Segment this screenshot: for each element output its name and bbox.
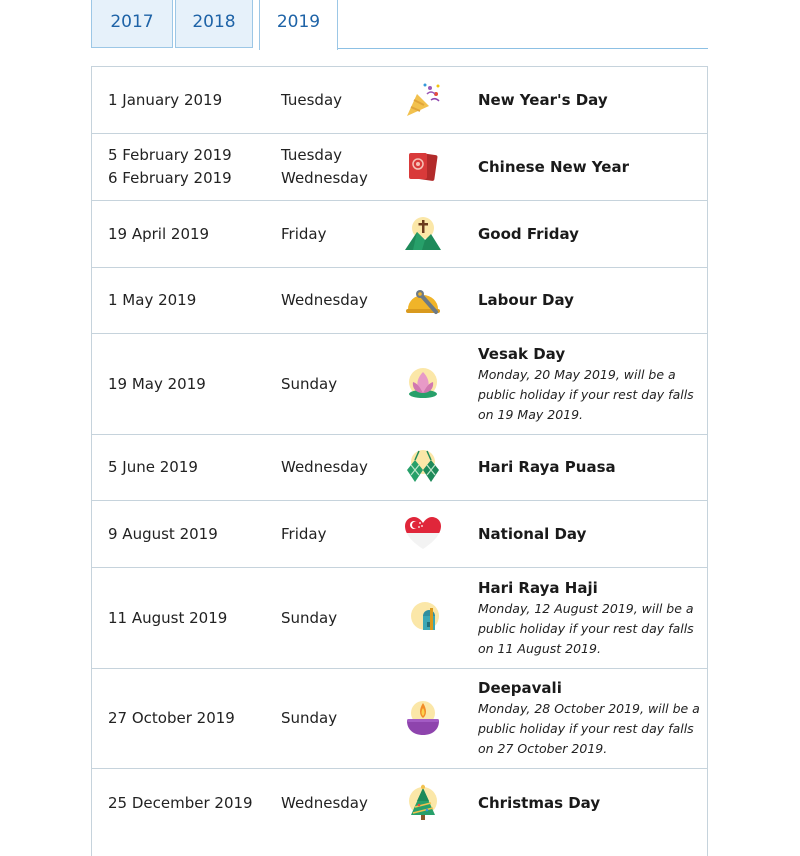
holiday-name-cell: [478, 334, 703, 434]
holiday-day: Sunday: [281, 709, 338, 727]
holiday-day: Tuesday Wednesday: [281, 146, 368, 187]
table-row: [92, 334, 707, 435]
oil-lamp-icon: [401, 669, 445, 768]
holiday-name: Labour Day: [478, 291, 574, 309]
table-row: [92, 669, 707, 769]
holiday-day: Friday: [281, 524, 327, 543]
holiday-name: Hari Raya Haji: [478, 578, 598, 597]
tab-2017[interactable]: 2017: [91, 0, 173, 48]
holiday-day: Wednesday: [281, 458, 368, 476]
table-row: [92, 769, 707, 837]
holiday-date: 19 April 2019: [108, 224, 210, 243]
holiday-date: 11 August 2019: [108, 608, 228, 627]
table-row: [92, 568, 707, 669]
holiday-name-cell: [478, 134, 703, 200]
holiday-name: Hari Raya Puasa: [478, 458, 616, 476]
holiday-name-cell: [478, 268, 703, 333]
table-row: [92, 201, 707, 268]
lotus-icon: [401, 334, 445, 434]
red-packet-icon: [401, 134, 445, 200]
christmas-tree-icon: [401, 769, 445, 837]
holiday-date: 5 June 2019: [108, 458, 198, 476]
mosque-crescent-icon: [401, 568, 445, 668]
holiday-name: Good Friday: [478, 224, 579, 243]
holiday-date: 19 May 2019: [108, 374, 206, 393]
tabs-underline: [338, 48, 708, 49]
party-popper-icon: [401, 67, 445, 133]
holiday-note: Monday, 12 August 2019, will be a public holiday if your rest day falls on 11 August 2019.: [478, 600, 694, 656]
table-row: [92, 501, 707, 568]
singapore-heart-icon: [401, 501, 445, 567]
ketupat-icon: [401, 435, 445, 500]
holiday-note: Monday, 20 May 2019, will be a public holiday if your rest day falls on 19 May 2019.: [478, 366, 694, 422]
holiday-name: National Day: [478, 524, 587, 543]
table-row: [92, 268, 707, 334]
holiday-day: Sunday: [281, 374, 338, 393]
holiday-table: [91, 66, 708, 856]
holiday-name-cell: [478, 201, 703, 267]
holiday-date: 1 January 2019: [108, 90, 223, 109]
holiday-date: 5 February 2019 6 February 2019: [108, 146, 232, 187]
holiday-date: 27 October 2019: [108, 709, 235, 727]
tab-2018[interactable]: 2018: [175, 0, 253, 48]
holiday-day: Tuesday: [281, 90, 343, 109]
holiday-day: Wednesday: [281, 793, 368, 812]
holiday-day: Sunday: [281, 608, 338, 627]
holiday-name-cell: [478, 769, 703, 837]
tab-2019[interactable]: 2019: [259, 0, 338, 50]
holiday-name: Chinese New Year: [478, 157, 629, 176]
holiday-note: Monday, 28 October 2019, will be a public holiday if your rest day falls on 27 October 2019.: [478, 701, 700, 756]
holiday-day: Friday: [281, 224, 327, 243]
holiday-date: 25 December 2019: [108, 793, 253, 812]
holiday-name: Christmas Day: [478, 793, 601, 812]
table-row: [92, 134, 707, 201]
holiday-name-cell: [478, 435, 703, 500]
holiday-name-cell: [478, 67, 703, 133]
holiday-name: New Year's Day: [478, 90, 608, 109]
holiday-name: Vesak Day: [478, 344, 566, 363]
hill-cross-icon: [401, 201, 445, 267]
holiday-date: 1 May 2019: [108, 291, 197, 309]
holiday-date: 9 August 2019: [108, 524, 218, 543]
holiday-day: Wednesday: [281, 291, 368, 309]
hard-hat-wrench-icon: [401, 268, 445, 333]
year-tabs: [91, 0, 708, 50]
holiday-name-cell: [478, 568, 703, 668]
table-row: [92, 67, 707, 134]
holiday-name-cell: [478, 669, 703, 768]
table-row: [92, 435, 707, 501]
holiday-name: Deepavali: [478, 679, 562, 697]
holiday-name-cell: [478, 501, 703, 567]
